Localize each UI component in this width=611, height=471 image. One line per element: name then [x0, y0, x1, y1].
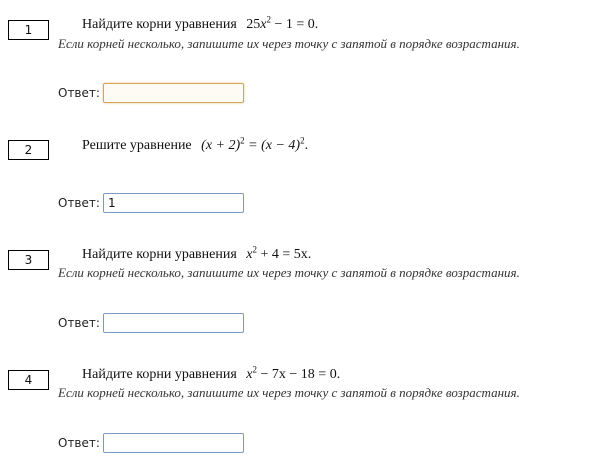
- answer-input[interactable]: [103, 313, 244, 333]
- hint-text: Если корней несколько, запишите их через точку с запятой в порядке возрастания.: [58, 36, 520, 51]
- equation: $(x + 2)^2 = (x - 4)^2$.: [201, 135, 309, 153]
- task-number-box: 2: [8, 140, 49, 160]
- hint-text: Если корней несколько, запишите их через точку с запятой в порядке возрастания.: [58, 265, 520, 280]
- answer-label: Ответ:: [58, 436, 100, 450]
- question-label: Найдите корни уравнения: [82, 17, 237, 32]
- question-text: [82, 14, 319, 33]
- equation: $25x^2 - 1 = 0$.: [246, 14, 319, 32]
- hint-text: Если корней несколько, запишите их через точку с запятой в порядке возрастания.: [58, 385, 520, 400]
- question-text: [82, 364, 341, 383]
- question-text: [82, 244, 312, 263]
- answer-input[interactable]: [103, 193, 244, 213]
- question-text: [82, 135, 309, 154]
- task-number-box: 3: [8, 250, 49, 270]
- question-label: Найдите корни уравнения: [82, 247, 237, 262]
- task-number-box: 4: [8, 370, 49, 390]
- answer-label: Ответ:: [58, 196, 100, 210]
- answer-label: Ответ:: [58, 86, 100, 100]
- answer-input[interactable]: [103, 83, 244, 103]
- answer-label: Ответ:: [58, 316, 100, 330]
- answer-input[interactable]: [103, 433, 244, 453]
- equation: $x^2 + 4 = 5x$.: [246, 244, 312, 262]
- question-label: Решите уравнение: [82, 138, 192, 153]
- equation: $x^2 - 7x - 18 = 0$.: [246, 364, 341, 382]
- question-label: Найдите корни уравнения: [82, 367, 237, 382]
- task-number-box: 1: [8, 20, 49, 40]
